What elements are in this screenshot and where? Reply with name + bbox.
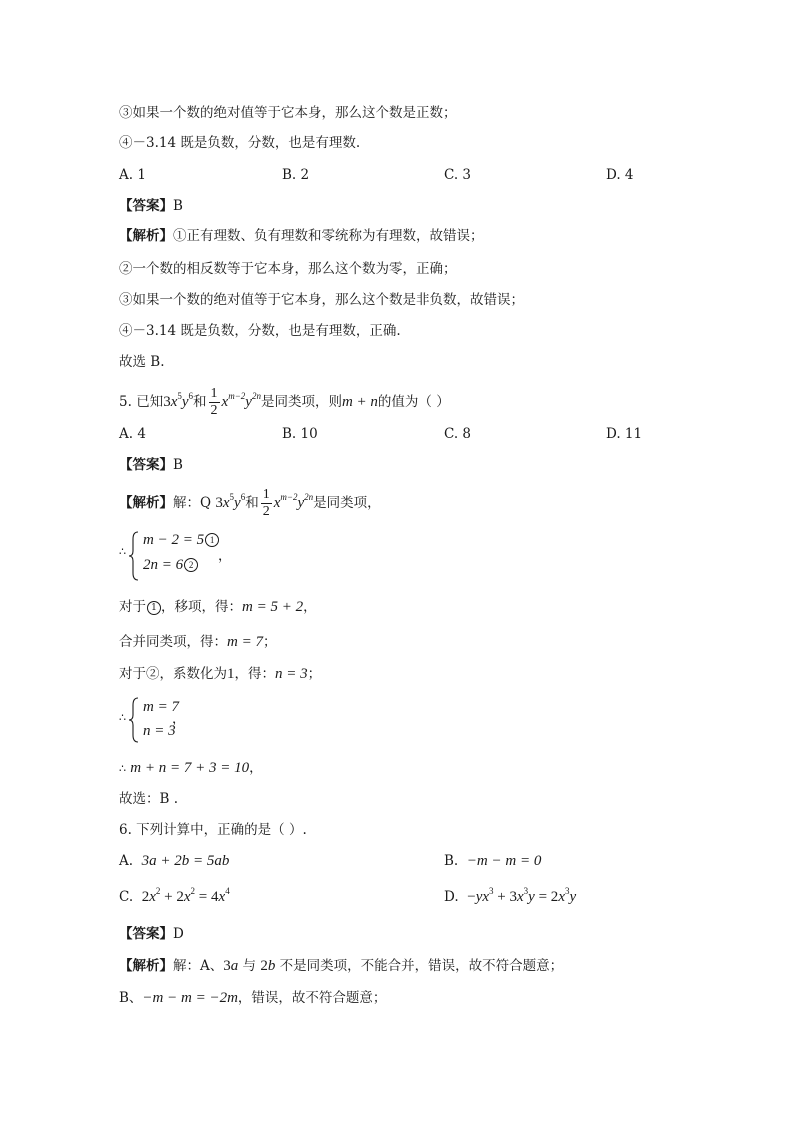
q5-conclusion: 故选：B .: [119, 791, 179, 807]
q5-term1: $3x^5y^6$: [163, 391, 194, 410]
q5-step-2: 合并同类项，得：m = 7；: [119, 634, 277, 650]
q6-option-a: A. 3a + 2b = 5ab: [119, 853, 230, 869]
q5-option-c: C. 8: [444, 426, 472, 442]
q4-analysis-1: [119, 227, 484, 245]
system1-line1: m − 2 = 5 1: [143, 531, 219, 549]
q5-step-1: 对于 1 ，移项，得：m = 5 + 2，: [119, 599, 317, 615]
therefore-symbol: ∴: [119, 545, 126, 558]
q5-analysis-fraction: $\frac{1}{2}$: [262, 487, 270, 519]
q5-fraction: $\frac{1}{2}$: [210, 386, 218, 418]
q5-stem: [119, 386, 450, 419]
q5-analysis-term2: $x^{m-2}y^{2n}$: [273, 492, 314, 511]
q4-statement-4: ④－3.14 既是负数，分数，也是有理数.: [119, 135, 361, 151]
q4-analysis-3: ③如果一个数的绝对值等于它本身，那么这个数是非负数，故错误；: [119, 292, 524, 308]
therefore-symbol: ∴: [119, 711, 126, 724]
q6-option-c: C. $2x^2 + 2x^2 = 4x^4$: [119, 886, 230, 905]
q5-analysis-start: 【解析】解：Q $3x^5y^6$和 $\frac{1}{2}$ $x^{m-2}y^{2n}$是同类项，: [119, 487, 381, 519]
system2-line2: n = 3: [143, 723, 176, 739]
circled-one-icon: 1: [147, 601, 161, 615]
q4-answer: [119, 197, 183, 215]
q5-and: 和: [193, 394, 207, 410]
system2-comma: ，: [172, 711, 186, 727]
q4-option-b: B. 2: [282, 167, 310, 183]
q4-statement-3: ③如果一个数的绝对值等于它本身，那么这个数是正数；: [119, 105, 457, 121]
answer-value: B: [173, 198, 183, 214]
analysis-same: 是同类项，: [313, 495, 381, 511]
q6-answer: [119, 925, 184, 943]
q5-stem-pre: 已知: [136, 394, 164, 410]
q4-analysis-2: ②一个数的相反数等于它本身，那么这个数为零，正确；: [119, 261, 457, 277]
system1-comma: ，: [218, 548, 232, 564]
therefore-symbol: ∴: [119, 762, 126, 775]
final-expr: m + n = 7 + 3 = 10: [130, 760, 250, 776]
q5-option-b: B. 10: [282, 426, 318, 442]
analysis-b-expr: −m − m = −2m: [142, 990, 238, 1006]
q5-step-3: 对于②，系数化为1，得：n = 3；: [119, 666, 322, 682]
q5-option-d: D. 11: [606, 426, 643, 442]
analysis-tag: 【解析】: [119, 958, 173, 974]
q4-conclusion: 故选 B.: [119, 354, 165, 370]
q5-term2: $x^{m-2}y^{2n}$: [221, 391, 261, 410]
answer-value: D: [173, 926, 184, 942]
answer-tag: 【答案】: [119, 926, 173, 942]
q6-analysis-b: B、−m − m = −2m，错误，故不符合题意；: [119, 990, 387, 1006]
answer-value: B: [173, 457, 183, 473]
answer-tag: 【答案】: [119, 457, 173, 473]
q4-option-a: A. 1: [119, 167, 146, 183]
q5-stem-post: 是同类项，则: [260, 394, 342, 410]
analysis-text: ①正有理数、负有理数和零统称为有理数，故错误；: [173, 228, 484, 244]
q4-option-c: C. 3: [444, 167, 472, 183]
brace-icon: [128, 697, 140, 743]
q5-number: 5.: [119, 394, 132, 410]
q5-analysis-term1: $3x^5y^6$: [215, 492, 246, 511]
brace-icon: [128, 531, 140, 581]
circled-one-icon: 1: [205, 533, 219, 547]
analysis-tag: 【解析】: [119, 495, 173, 511]
step1-expr: m = 5 + 2: [242, 599, 304, 615]
q4-option-d: D. 4: [606, 167, 634, 183]
system1-line2: 2n = 6 2: [143, 556, 198, 574]
step3-expr: n = 3: [275, 666, 308, 682]
q5-final: ∴ m + n = 7 + 3 = 10，: [119, 760, 263, 776]
analysis-tag: 【解析】: [119, 228, 173, 244]
q6-option-d-expr: $-yx^3 + 3x^3y = 2x^3y$: [467, 886, 577, 905]
step2-expr: m = 7: [227, 634, 263, 650]
q5-stem-end: 的值为（ ）: [377, 394, 450, 410]
system2-line1: m = 7: [143, 699, 179, 715]
q6-option-c-expr: $2x^2 + 2x^2 = 4x^4$: [141, 886, 230, 905]
q5-option-a: A. 4: [119, 426, 146, 442]
answer-tag: 【答案】: [119, 198, 173, 214]
q6-option-d: D. $-yx^3 + 3x^3y = 2x^3y$: [444, 886, 577, 905]
q6-stem: 6. 下列计算中，正确的是（ ）.: [119, 822, 307, 838]
q5-answer: [119, 456, 183, 474]
q5-stem-expr: m + n: [341, 394, 378, 410]
q4-analysis-4: ④－3.14 既是负数，分数，也是有理数，正确.: [119, 323, 401, 339]
q6-analysis-a: 【解析】解：A、3a 与 2b 不是同类项，不能合并，错误，故不符合题意；: [119, 958, 564, 974]
q6-option-b: B. −m − m = 0: [444, 853, 542, 869]
circled-two-icon: 2: [184, 558, 198, 572]
analysis-start: 解：Q: [173, 495, 216, 511]
